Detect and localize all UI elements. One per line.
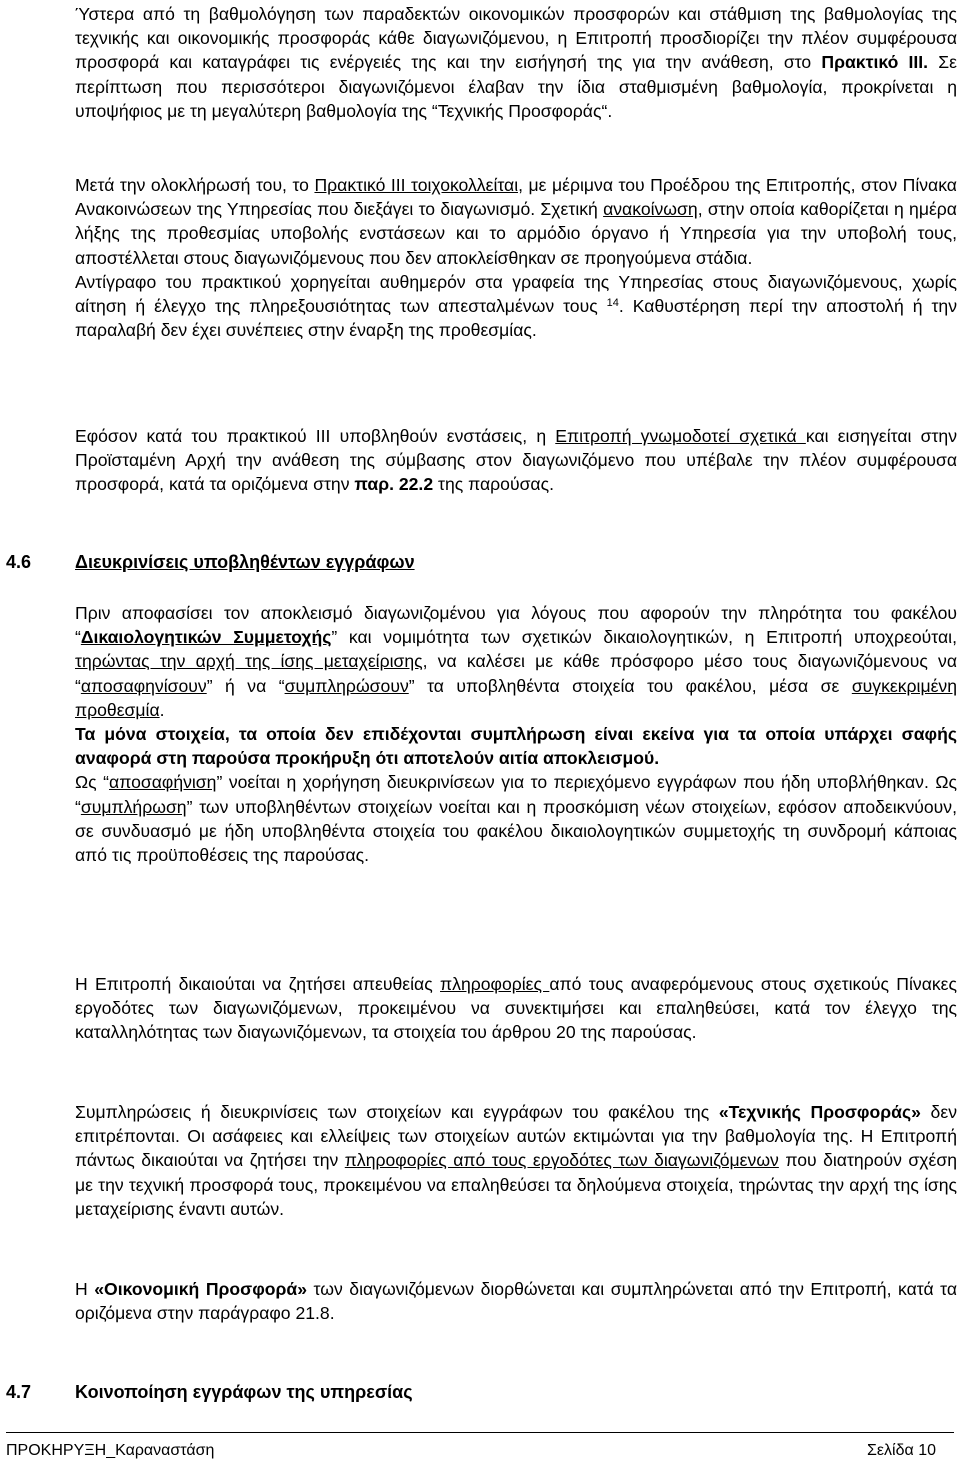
text: ” νοείται η χορήγηση διευκρινίσεων για το περιεχόμενο εγγράφων που ήδη υποβλήθηκαν. Ως “ xyxy=(75,772,957,817)
text: Σε περίπτωση που περισσότεροι διαγωνιζόμενοι έλαβαν την ίδια σταθμισμένη βαθμολογία, προκρίνεται η υποψήφιος με τη μεγαλύτερη βαθμολογία της “Τεχνικής Προσφοράς“. xyxy=(75,52,957,121)
section-number: 4.6 xyxy=(6,552,32,572)
underlined-text: Επιτροπή γνωμοδοτεί σχετικά xyxy=(555,426,806,446)
footer-page-number: Σελίδα 10 xyxy=(867,1442,936,1459)
underlined-text: αποσαφηνίσουν xyxy=(80,675,207,696)
paragraph-employer-information xyxy=(75,972,957,1045)
section-title: Διευκρινίσεις υποβληθέντων εγγράφων xyxy=(75,552,415,572)
text: που διατηρούν σχέση με την τεχνική προσφορά τους, προκειμένου να επαληθεύσει τα δηλούμενα στοιχεία, τηρώντας την αρχή της ίσης μεταχείρισης έναντι αυτών. xyxy=(75,1150,957,1219)
footnote-ref: 14 xyxy=(606,297,619,310)
text: Αντίγραφο του πρακτικού χορηγείται αυθημερόν στα γραφεία της Υπηρεσίας στους διαγωνιζόμενους, χωρίς αίτηση ή έλεγχο της πληρεξουσιότητας των απεσταλμένων τους xyxy=(75,271,957,317)
section-title: Κοινοποίηση εγγράφων της υπηρεσίας xyxy=(75,1382,413,1402)
text: , να καλέσει με κάθε πρόσφορο μέσο τους διαγωνιζόμενους να “ xyxy=(75,651,957,696)
text: και εισηγείται στην Προϊσταμένη Αρχή την ανάθεση της σύμβασης στον διαγωνιζόμενο που υπέβαλε την πλέον συμφέρουσα προσφορά, κατά τα οριζόμενα στην xyxy=(75,426,957,495)
text: δεν επιτρέπονται. Οι ασάφειες και ελλείψεις των στοιχείων αυτών εκτιμώνται για την βαθμολογία της. Η Επιτροπή πάντως δικαιούται να ζητήσει την xyxy=(75,1102,957,1171)
paragraph-clarifications xyxy=(75,601,957,867)
text: , στην οποία καθορίζεται η ημέρα λήξης της προθεσμίας υποβολής ενστάσεων και το αρμόδιο όργανο ή Υπηρεσία για την υποβολή τους, αποστέλλεται στους διαγωνιζόμενους που δεν αποκλείσθηκαν σε προηγούμενα στάδια. xyxy=(75,199,957,268)
paragraph-financial-offer xyxy=(75,1277,957,1325)
text: Συμπληρώσεις ή διευκρινίσεις των στοιχείων και εγγράφων του φακέλου της xyxy=(75,1102,719,1122)
text: Ύστερα από τη βαθμολόγηση των παραδεκτών οικονομικών προσφορών και στάθμιση της βαθμολογίας της τεχνικής και οικονομικής προσφοράς κάθε διαγωνιζόμενου, η Επιτροπή προσδιορίζει την πλέον συμφέρουσα προσφορά και καταγράφει τις ενέργειές της και την εισήγησή της για την ανάθεση, στο xyxy=(75,4,957,73)
underlined-text: Πρακτικό ΙΙΙ τοιχοκολλείται, xyxy=(314,175,524,195)
text: από τους αναφερόμενους στους σχετικούς Πίνακες εργοδότες των διαγωνιζόμενων, προκειμένου να συνεκτιμήσει και επαληθεύσει, κατά τον έλεγχο της καταλληλότητας των διαγωνιζόμενων, τα στοιχεία του άρθρου 20 της παρούσας. xyxy=(75,974,957,1043)
bold-text: «Οικονομική Προσφορά» xyxy=(94,1279,308,1299)
bold-text: Πρακτικό ΙΙΙ. xyxy=(821,52,929,73)
bold-text: «Τεχνικής Προσφοράς» xyxy=(718,1102,921,1122)
underlined-text: πληροφορίες από τους εργοδότες των διαγωνιζόμενων xyxy=(344,1150,779,1171)
text: ” ή να “ xyxy=(206,675,285,696)
text: Η Επιτροπή δικαιούται να ζητήσει απευθείας xyxy=(75,974,441,994)
text: ” τα υποβληθέντα στοιχεία του φακέλου, μέσα σε xyxy=(408,675,852,696)
underlined-text: ανακοίνωση xyxy=(603,199,698,220)
section-number: 4.7 xyxy=(6,1382,32,1402)
bold-underlined-text: Δικαιολογητικών Συμμετοχής xyxy=(80,627,332,648)
text: των διαγωνιζόμενων διορθώνεται και συμπληρώνεται από την Επιτροπή, κατά τα οριζόμενα στην παράγραφο 21.8. xyxy=(75,1279,958,1324)
text: ” των υποβληθέντων στοιχείων νοείται και η προσκόμιση νέων στοιχείων, εφόσον αποδεικνύουν, σε συνδυασμό με ήδη υποβληθέντα στοιχεία του φακέλου δικαιολογητικών συμμετοχής τη συνδρομή κάποιας από τις προϋποθέσεις της παρούσας. xyxy=(75,796,957,866)
text: Ως “ xyxy=(75,772,110,793)
paragraph-technical-offer xyxy=(75,1100,957,1221)
paragraph-posting-of-minutes xyxy=(75,173,957,342)
paragraph-objections xyxy=(75,424,957,497)
text: . xyxy=(159,699,165,720)
underlined-text: πληροφορίες xyxy=(440,974,550,994)
text: της παρούσας. xyxy=(433,474,554,495)
footer-document-name: ΠΡΟΚΗΡΥΞΗ_Καραναστάση xyxy=(6,1442,215,1459)
paragraph-evaluation-result xyxy=(75,2,957,123)
underlined-text: συγκεκριμένη προθεσμία xyxy=(75,675,958,720)
text: . Καθυστέρηση περί την αποστολή ή την παραλαβή δεν έχει συνέπειες στην έναρξη της προθεσμίας. xyxy=(75,296,957,341)
text: ” και νομιμότητα των σχετικών δικαιολογητικών, η Επιτροπή υποχρεούται, xyxy=(331,627,957,648)
text: Μετά την ολοκλήρωσή του, το xyxy=(75,175,315,195)
footer-divider xyxy=(6,1432,954,1433)
text: Πριν αποφασίσει τον αποκλεισμό διαγωνιζομένου για λόγους που αφορούν την πληρότητα του φακέλου “ xyxy=(75,603,957,648)
underlined-text: συμπληρώσουν xyxy=(284,675,409,696)
text: Η xyxy=(75,1279,95,1299)
underlined-text: συμπλήρωση xyxy=(80,796,187,817)
underlined-text: τηρώντας την αρχή της ίσης μεταχείρισης xyxy=(75,651,423,672)
bold-text: Τα μόνα στοιχεία, τα οποία δεν επιδέχονται συμπλήρωση είναι εκείνα για τα οποία υπάρχει σαφής αναφορά στη παρούσα προκήρυξη ότι αποτελούν αιτία αποκλεισμού. xyxy=(75,724,957,769)
text: με μέριμνα του Προέδρου της Επιτροπής, στον Πίνακα Ανακοινώσεων της Υπηρεσίας που διεξάγει το διαγωνισμό. Σχετική xyxy=(75,175,957,220)
text: Εφόσον κατά του πρακτικού ΙΙΙ υποβληθούν ενστάσεις, η xyxy=(75,426,556,446)
underlined-text: αποσαφήνιση xyxy=(109,772,217,793)
bold-text: παρ. 22.2 xyxy=(354,474,434,495)
